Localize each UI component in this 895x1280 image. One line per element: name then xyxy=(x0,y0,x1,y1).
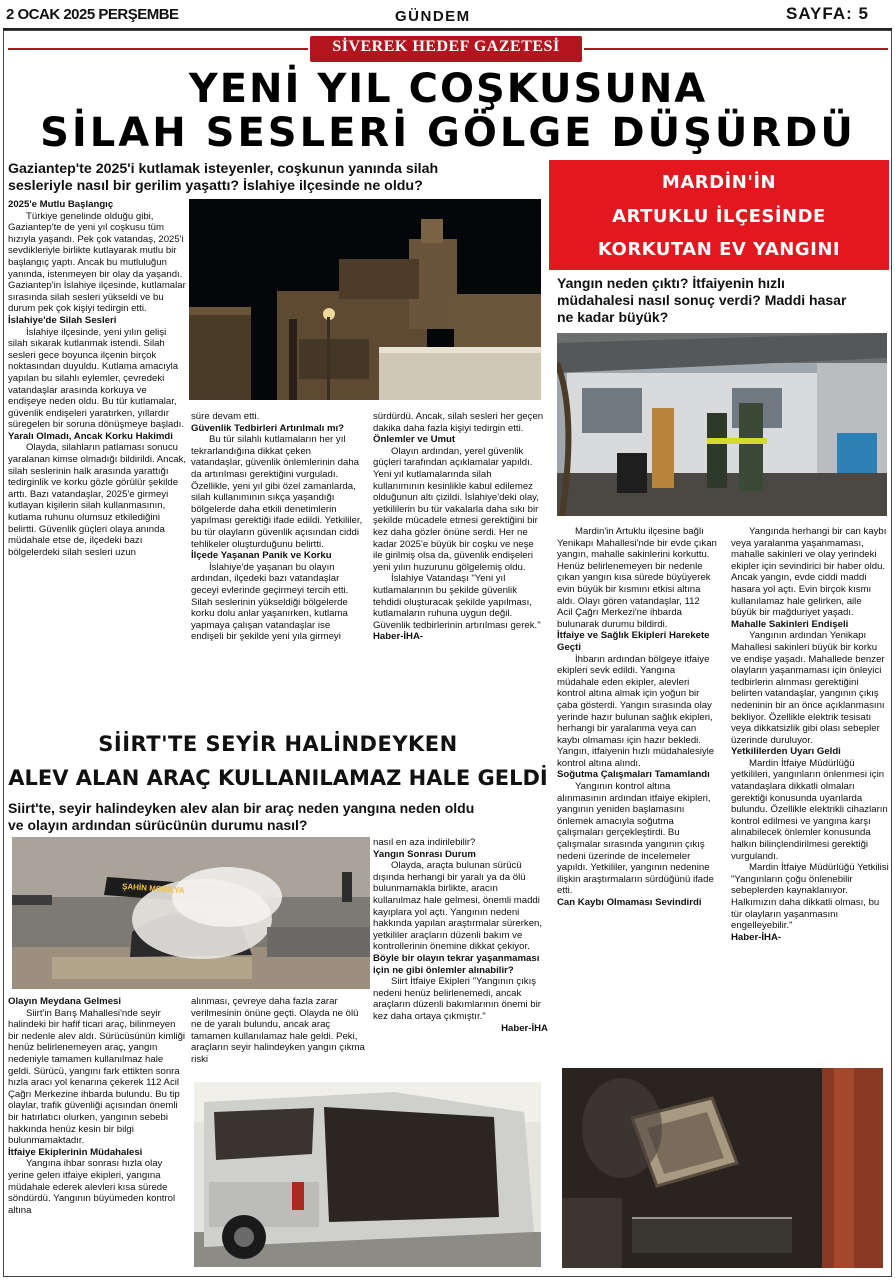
article1-subhead1: 2025'e Mutlu Başlangıç xyxy=(8,199,114,210)
article3-subhead1: İtfaiye ve Sağlık Ekipleri Harekete Geçti xyxy=(557,630,710,653)
brand-line-right xyxy=(584,48,888,50)
article2-subhead2: İtfaiye Ekiplerinin Müdahalesi xyxy=(8,1146,143,1158)
article3-column2 xyxy=(731,526,889,1056)
article1-deck-line2: sesleriyle nasıl bir gerilim yaşattı? İslahiye ilçesinde ne oldu? xyxy=(8,178,423,194)
article3-quote: Mardin İtfaiye Müdürlüğü Yetkilisi "Yangınların çoğu önlenebilir sebeplerden kaynaklanıyor. Halkımızın daha dikkatli olması, bu tür olayların yaşanmasını engelleyebilir." xyxy=(731,862,889,932)
article1-paragraph: İslahiye ilçesinde, yeni yılın gelişi silah sıkarak kutlanmak istendi. Silah sesleri gece boyunca ilçenin birçok noktasından duyuldu. Kutlama amacıyla yapılan bu silahlı eylemler, çevredeki vatandaşlar arasında korkuya ve endişeye neden oldu. Bu tür kutlamalar, güvenlik endişeleri yaratırken, yıllardır süregelen bir soruna dönüşmeye başladı. xyxy=(8,326,184,431)
article3-paragraph: Yangının kontrol altına alınmasının ardından itfaiye ekipleri, yangının yeniden başlamasını önlemek amacıyla soğutma çalışmaları gerçekleştirdi. Bu çalışmalar sırasında yangının çıkış nedeni üzerinde de incelemeler yapıldı. Yetkililer, yangının nedenine ilişkin araştırmaların sürdüğünü ifade etti. xyxy=(557,781,714,897)
brand-line-left xyxy=(8,48,308,50)
article1-paragraph: Olayın ardından, yerel güvenlik güçleri tarafından açıklamalar yapıldı. Yeni yıl kutlamalarında silah kullanımının kesinlikle kabul edilemez olduğunun altı çizildi. İslahiye'deki olay, yetkililerin bu tür vakalarla daha sıkı bir şekilde mücadele etmesi gerektiğini bir kez daha gözler önüne serdi. Her ne kadar 2025'e büyük bir coşku ve neşe ile girilmiş olsa da, güvenlik endişeleri yeni yılın huzurunu gölgelemiş oldu. xyxy=(373,445,539,573)
article3-burned-room-photo xyxy=(562,1068,883,1268)
article2-quote: Siirt İtfaiye Ekipleri "Yangının çıkış nedeni henüz belirlenemedi, ancak araçların düzenli bakımlarının önemi bir kez daha ortaya çıkmıştır." xyxy=(373,976,541,1022)
article1-subhead3: Yaralı Olmadı, Ancak Korku Hakimdi xyxy=(8,430,173,442)
article3-subhead3: Can Kaybı Olmaması Sevindirdi xyxy=(557,897,702,908)
page-number: SAYFA: 5 xyxy=(786,4,869,23)
article1-night-photo xyxy=(189,199,541,400)
article3-paragraph: Mardin'in Artuklu ilçesine bağlı Yenikapı Mahallesi'nde bir evde çıkan yangın, mahalle sakinlerini korkuttu. Henüz belirlenemeyen bir nedenle çıkan yangın kısa sürede büyüyerek evin büyük bir kısmını etkisi altına aldı. Olayı gören vatandaşlar, 112 Acil Çağrı Merkezi'ne ihbarda bulunarak durumu bildirdi. xyxy=(557,526,717,630)
article3-subhead4: Mahalle Sakinleri Endişeli xyxy=(731,618,849,630)
article3-deck-line3: ne kadar büyük? xyxy=(557,309,669,325)
article1-column1 xyxy=(8,199,187,712)
article2-bold-question: Böyle bir olayın tekrar yaşanmaması için ne gibi önlemler alınabilir? xyxy=(373,952,540,976)
article2-paragraph: alınması, çevreye daha fazla zarar verilmesinin önüne geçti. Olayda ne ölü ne de yaralı bulundu, ancak araç tamamen kullanılamaz hale geldi. Peki, araçların seyir halindeyken yangın çıkma riski xyxy=(191,996,365,1065)
article1-paragraph: Olayda, silahların patlaması sonucu yaralanan kimse olmadığı bildirildi. Ancak, silah seslerinin halk arasında yarattığı tedirginlik ve korku gözle görülür şekilde arttı. Bazı vatandaşlar, 2025'e girmeyi kutlayan kişilerin silah kullanmasının, kutlama ruhunu olumsuz etkilediğini belirtti. Güvenlik güçleri olaya anında müdahale etse de, ilçedeki bazı bölgelerdeki silah sesleri uzun xyxy=(8,442,187,558)
article3-signature: Haber-İHA- xyxy=(731,931,782,943)
article3-deck-line1: Yangın neden çıktı? İtfaiyenin hızlı xyxy=(557,275,785,291)
article3-title-line2: ARTUKLU İLÇESİNDE xyxy=(612,206,826,227)
newspaper-name: SİVEREK HEDEF GAZETESİ xyxy=(332,38,560,55)
article3-paragraph: Mardin İtfaiye Müdürlüğü yetkilileri, yangınların önlenmesi için vatandaşlara dikkatli olmaları gerektiği konusunda uyarılarda bulundu. Özellikle elektrikli cihazların kontrol edilmesi ve yangına karşı alınabilecek önlemler konusunda halkın bilinçlendirilmesi gerektiği vurgulandı. xyxy=(731,757,888,862)
article2-signature: Haber-İHA xyxy=(501,1022,548,1034)
article3-deck-line2: müdahalesi nasıl sonuç verdi? Maddi hasar xyxy=(557,292,847,308)
article1-paragraph: sürdürdü. Ancak, silah sesleri her geçen dakika daha fazla kişiyi tedirgin etti. xyxy=(373,411,544,434)
article1-column2 xyxy=(191,411,363,723)
article2-paragraph: nasıl en aza indirilebilir? xyxy=(373,837,476,848)
article2-paragraph: Olayda, araçta bulunan sürücü dışında herhangi bir yaralı ya da ölü bulunmamakla birlikte, aracın kullanılmaz hale gelmesi, önemli maddi kayıplara yol açtı. Yangının nedeni hakkında yapılan araştırmalar sürerken, yetkililer araçların düzenli bakım ve kontrollerinin önemine dikkat çekiyor. xyxy=(373,860,543,953)
article1-headline-line1: YENİ YIL COŞKUSUNA xyxy=(188,66,708,112)
article2-headline-line2: ALEV ALAN ARAÇ KULLANILAMAZ HALE GELDİ xyxy=(8,766,548,790)
section-name: GÜNDEM xyxy=(395,8,471,25)
article1-subhead2: İslahiye'de Silah Sesleri xyxy=(8,314,117,326)
article1-headline-line2: SİLAH SESLERİ GÖLGE DÜŞÜRDÜ xyxy=(40,110,856,156)
article1-column3 xyxy=(373,411,545,723)
article3-title-line3: KORKUTAN EV YANGINI xyxy=(597,239,841,260)
article2-column1 xyxy=(8,996,188,1264)
article2-burned-van-photo xyxy=(194,1082,541,1267)
article1-signature: Haber-İHA- xyxy=(373,631,424,643)
article3-subhead5: Yetkililerden Uyarı Geldi xyxy=(731,746,841,758)
article2-column3 xyxy=(373,837,548,1077)
article1-deck-line1: Gaziantep'te 2025'i kutlamak isteyenler, coşkunun yanında silah xyxy=(8,161,439,177)
article1-paragraph: İslahiye'de yaşanan bu olayın ardından, ilçedeki bazı vatandaşlar geceyi evlerinde geçirmeyi tercih etti. Silah seslerinin yükseldiği bölgelerde korku dolu anlar yaşanırken, kutlama yapmaya çalışan vatandaşlar ise endişeli bir şekilde yeni yıla girmeyi xyxy=(191,561,349,643)
article3-subhead2: Soğutma Çalışmaları Tamamlandı xyxy=(557,769,710,781)
article2-deck-line2: ve olayın ardından sürücünün durumu nasıl? xyxy=(8,817,308,833)
article3-paragraph: Yangının ardından Yenikapı Mahallesi sakinleri büyük bir korku ve endişe yaşadı. Mahallede benzer olayların yaşanmaması için önleyici tedbirlerin alınması gerektiğini belirten vatandaşlar, yangının çıkış nedeninin bir an önce açıklanmasını bekliyor. Özellikle elektrik tesisatı veya dikkatsizlik gibi olası sebepler üzerinde duruluyor. xyxy=(731,630,885,746)
article2-column2 xyxy=(191,996,369,1076)
article1-paragraph: Bu tür silahlı kutlamaların her yıl tekrarlandığına dikkat çeken vatandaşlar, güvenlik önlemlerinin daha da artırılması gerektiğini vurguladı. Özellikle, yeni yıl gibi özel zamanlarda, silah kullanımının sıkça yaşandığı bölgelerde daha etkili denetimlerin yapılması gerektiği ifade edildi. Yetkililer, bu tür olayların güvenlik açısından ciddi tehlikeler oluşturduğunu belirtti. xyxy=(191,434,363,550)
article2-headline-line1: SİİRT'TE SEYİR HALİNDEYKEN xyxy=(98,732,458,756)
article1-subhead5: İlçede Yaşanan Panik ve Korku xyxy=(191,550,332,562)
issue-date: 2 OCAK 2025 PERŞEMBE xyxy=(6,6,179,23)
article3-paragraph: İhbarın ardından bölgeye itfaiye ekipleri sevk edildi. Yangına müdahale eden ekipler, alevleri kontrol altına almak için yoğun bir çaba gösterdi. Yangın sırasında olay yerinde hazır bulunan sağlık ekipleri, herhangi bir yaralanma veya can kaybı olmaması için hazır bekledi. Yangın, itfaiyenin hızlı müdahalesiyle kontrol altına alındı. xyxy=(557,653,715,769)
article1-subhead6: Önlemler ve Umut xyxy=(373,434,456,446)
article1-subhead4: Güvenlik Tedbirleri Artırılmalı mı? xyxy=(191,422,345,434)
article2-deck-line1: Siirt'te, seyir halindeyken alev alan bir araç neden yangına neden oldu xyxy=(8,800,475,816)
article3-title-line1: MARDİN'İN xyxy=(661,172,777,193)
article2-subhead3: Yangın Sonrası Durum xyxy=(373,848,476,860)
article2-paragraph: Siirt'in Barış Mahallesi'nde seyir halindeki bir hafif ticari araç, bilinmeyen bir nedenle alev aldı. Sürücüsünün kimliği henüz belirlenemeyen araç, yangın nedeniyle tamamen kullanılmaz hale geldi. Sürücü, yangını fark ettikten sonra hızla aracı yol kenarına çekerek 112 Acil Çağrı Merkezine ihbarda bulundu. Bu tip olaylar, trafik güvenliği açısından önemli bir hatırlatıcı olurken, yangının sebebi hakkında henüz kesin bir bilgi bulunmamaktadır. xyxy=(8,1007,186,1147)
article3-column1 xyxy=(557,526,717,1056)
article2-paragraph: Yangına ihbar sonrası hızla olay yerine gelen itfaiye ekipleri, yangına müdahale ederek alevleri kısa sürede söndürdü. Yangının büyümeden kontrol altına xyxy=(8,1158,176,1216)
article1-quote: İslahiye Vatandaşı "Yeni yıl kutlamalarının bu şekilde güvenlik tehdidi oluşturacak şekilde yapılması, kutlamaların ruhuna uygun değil. Güvenlik tedbirlerinin artırılması gerek." xyxy=(373,573,541,631)
article2-fire-photo xyxy=(12,837,370,989)
article3-firefighters-photo xyxy=(557,333,887,516)
article2-subhead1: Olayın Meydana Gelmesi xyxy=(8,996,122,1007)
article1-paragraph: Türkiye genelinde olduğu gibi, Gaziantep'te de yeni yıl coşkusu tüm hızıyla yaşandı. Pek çok vatandaş, 2025'i sevdikleriyle birlikte kutlayarak mutlu bir başlangıç yaptı. Ancak bu mutluluğun yanında, istenmeyen bir olay da yaşandı. Gaziantep'in İslahiye ilçesinde, kutlamalar sırasında silah sesleri yükseldi ve bu durum pek çok kişiyi tedirgin etti. xyxy=(8,210,186,315)
article1-paragraph: süre devam etti. xyxy=(191,411,260,422)
shop-sign-text: ŞAHİN MOBİLYA xyxy=(121,881,185,896)
article3-paragraph: Yangında herhangi bir can kaybı veya yaralanma yaşanmaması, mahalle sakinleri ve olay yerindeki ekipler için sevindirici bir haber oldu. Ancak yangın, evde ciddi maddi hasara yol açtı. Evin birçok kısmı kullanılamaz hale gelirken, aile büyük bir mağduriyet yaşadı. xyxy=(731,526,887,619)
